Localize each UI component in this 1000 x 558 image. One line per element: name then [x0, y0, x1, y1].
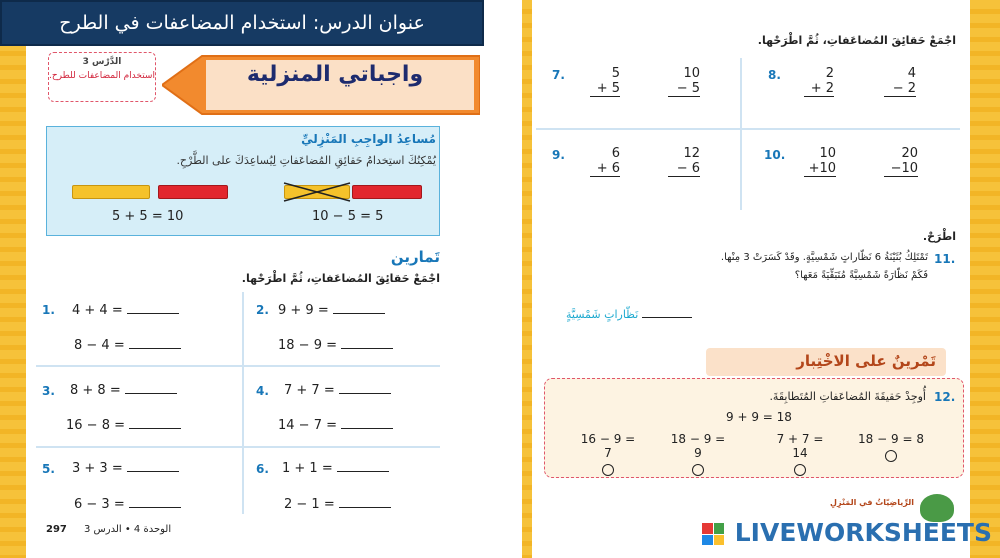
vertical-sub: [668, 66, 700, 97]
exercise-sub: [278, 337, 393, 353]
subtract-label: اطْرَحْ.: [922, 230, 956, 243]
exercises-title: تَمارين: [390, 248, 440, 266]
cross-out-icon: [282, 181, 352, 203]
answer-blank[interactable]: [129, 496, 181, 508]
exercise-add: [72, 302, 179, 318]
addend-1: 6: [611, 146, 620, 161]
answer-blank[interactable]: [339, 382, 391, 394]
helper-title: مُساعِدُ الواجِبِ المَنْزِليِّ: [301, 132, 436, 146]
option-radio[interactable]: [885, 450, 897, 462]
page-border-left: [0, 0, 26, 558]
exercise-add-text: 8 + 8 =: [70, 383, 121, 398]
answer-blank[interactable]: [127, 302, 179, 314]
page-border-right: [970, 0, 1000, 558]
cube-train-red-icon: [158, 185, 228, 199]
answer-blank[interactable]: [341, 417, 393, 429]
vertical-add: [804, 146, 836, 177]
minuend: 20: [901, 146, 918, 161]
option-radio[interactable]: [692, 464, 704, 476]
cube-train-yellow-icon: [72, 185, 150, 199]
section-title: واجباتي المنزلية: [246, 62, 424, 87]
exercise-number: 1.: [42, 303, 55, 317]
answer-blank[interactable]: [333, 302, 385, 314]
lesson-badge-topic: استخدام المضاعفات للطرح.: [49, 71, 155, 81]
subtrahend: −10: [884, 161, 918, 177]
exercise-sub: [284, 496, 391, 512]
option-text: 18 − 9 = 9: [670, 432, 726, 460]
answer-blank[interactable]: [129, 417, 181, 429]
addend-2: + 5: [590, 81, 620, 97]
vertical-sub: [884, 146, 918, 177]
exercise-sub: [278, 417, 393, 433]
addend-2: +10: [804, 161, 836, 177]
exercise-column-divider: [242, 292, 244, 514]
exercise-number: 11.: [934, 252, 956, 266]
exercise-number: 12.: [934, 390, 956, 404]
unit-lesson-label: الوحدة 4 • الدرس 3: [84, 524, 172, 535]
subtrahend: − 6: [668, 161, 700, 177]
exercise-sub-text: 18 − 9 =: [278, 338, 337, 353]
lesson-badge: [48, 52, 156, 102]
cube-train-red2-icon: [352, 185, 422, 199]
subtrahend: − 2: [884, 81, 916, 97]
option-radio[interactable]: [602, 464, 614, 476]
exercise-sub-text: 6 − 3 =: [74, 497, 125, 512]
exercise-row-divider-2: [36, 446, 440, 448]
exercise-row-divider-1: [36, 365, 440, 367]
test-option[interactable]: [858, 432, 924, 465]
exercise-number: 5.: [42, 462, 55, 476]
exercise-add-text: 1 + 1 =: [282, 461, 333, 476]
vertical-sub: [668, 146, 700, 177]
vertical-add: [590, 146, 620, 177]
lesson-badge-number: الدَّرْس 3: [82, 57, 122, 67]
option-radio[interactable]: [794, 464, 806, 476]
minuend: 10: [683, 66, 700, 81]
right-instruction: اجْمَعْ حَقائِقَ المُضاعَفاتِ، ثُمَّ اطْرَحْها.: [757, 34, 956, 47]
word-problem-line-1: تَمْتَلِكُ بُثَيْنَةُ 6 نَظّاراتٍ شَمْسِيَّةٍ. وقَدْ كَسَرَتْ 3 مِنْها.: [720, 252, 928, 263]
exercise-sub: [66, 417, 181, 433]
exercise-add: [278, 302, 385, 318]
lesson-title-banner: عنوان الدرس: استخدام المضاعفات في الطرح: [0, 0, 484, 46]
liveworksheets-logo-mark: [702, 523, 724, 545]
helper-add-equation: 5 + 5 = 10: [112, 209, 184, 224]
exercise-sub-text: 8 − 4 =: [74, 338, 125, 353]
exercise-number: 10.: [764, 148, 786, 162]
test-practice-title: تَمْرينٌ على الاخْتِبار: [706, 348, 946, 376]
vertical-add: [590, 66, 620, 97]
exercise-number: 7.: [552, 68, 565, 82]
word-problem-answer: [566, 306, 692, 321]
option-text: 7 + 7 = 14: [776, 432, 824, 460]
exercise-add: [72, 460, 179, 476]
math-at-home-note: الرِّياضِيّاتُ في المَنْزِلِ: [830, 498, 914, 507]
word-problem-line-2: فَكَمْ نَظّارَةً شَمْسِيَّةً مُتَبَقِّيَةً مَعَها؟: [794, 270, 928, 281]
exercise-add: [70, 382, 177, 398]
liveworksheets-logo: LIVEWORKSHEETS: [734, 518, 992, 547]
exercises-instruction: اجْمَعْ حَقائِقَ المُضاعَفاتِ، ثُمَّ اطْرَحْها.: [241, 272, 440, 285]
exercise-number: 8.: [768, 68, 781, 82]
exercise-add-text: 4 + 4 =: [72, 303, 123, 318]
exercise-number: 9.: [552, 148, 565, 162]
exercise-sub: [74, 496, 181, 512]
option-text: 18 − 9 = 8: [858, 432, 924, 446]
answer-blank[interactable]: [127, 460, 179, 472]
vertical-row-divider: [536, 128, 960, 130]
minuend: 12: [683, 146, 700, 161]
answer-blank[interactable]: [339, 496, 391, 508]
addend-1: 2: [825, 66, 834, 81]
exercise-number: 6.: [256, 462, 269, 476]
exercise-sub-text: 14 − 7 =: [278, 418, 337, 433]
addend-1: 10: [819, 146, 836, 161]
subtrahend: − 5: [668, 81, 700, 97]
exercise-sub-text: 2 − 1 =: [284, 497, 335, 512]
answer-blank[interactable]: [337, 460, 389, 472]
exercise-number: 2.: [256, 303, 269, 317]
test-question: أُوجِدْ حَقيقَةَ المُضاعَفاتِ المُتَطابِقَةَ.: [769, 390, 926, 403]
exercise-sub-text: 16 − 8 =: [66, 418, 125, 433]
exercise-sub: [74, 337, 181, 353]
exercise-add-text: 9 + 9 =: [278, 303, 329, 318]
answer-blank[interactable]: [129, 337, 181, 349]
helper-sub-equation: 10 − 5 = 5: [312, 209, 384, 224]
exercise-add: [282, 460, 389, 476]
test-option[interactable]: [768, 432, 832, 479]
vertical-sub: [884, 66, 916, 97]
exercise-number: 4.: [256, 384, 269, 398]
addend-2: + 6: [590, 161, 620, 177]
minuend: 4: [907, 66, 916, 81]
exercise-add-text: 3 + 3 =: [72, 461, 123, 476]
test-option[interactable]: [666, 432, 730, 479]
answer-blank[interactable]: [642, 306, 692, 318]
vertical-divider: [740, 58, 742, 210]
option-text: 16 − 9 = 7: [580, 432, 636, 460]
addend-1: 5: [611, 66, 620, 81]
addend-2: + 2: [804, 81, 834, 97]
test-given: 9 + 9 = 18: [726, 410, 792, 424]
answer-blank[interactable]: [125, 382, 177, 394]
answer-blank[interactable]: [341, 337, 393, 349]
test-option[interactable]: [576, 432, 640, 479]
vertical-add: [804, 66, 834, 97]
exercise-number: 3.: [42, 384, 55, 398]
page-number: 297: [46, 524, 67, 535]
answer-unit: نَظّاراتٍ شَمْسِيَّةٍ: [566, 308, 639, 321]
exercise-add: [284, 382, 391, 398]
helper-text: يُمْكِنُكَ استِخدامُ حَقائِقِ المُضاعَفاتِ لِيُساعِدَكَ على الطَّرْحِ.: [176, 154, 436, 167]
exercise-add-text: 7 + 7 =: [284, 383, 335, 398]
